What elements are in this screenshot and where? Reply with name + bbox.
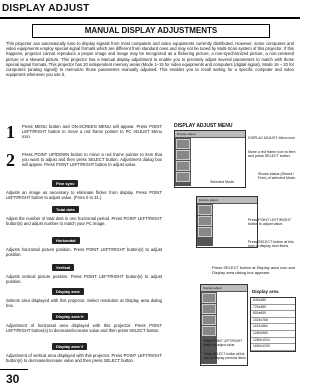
adjust-icon[interactable] [176, 172, 190, 182]
desc-vertical: Adjusts vertical picture position. Press POINT LEFT/RIGHT button(s) to adjust position. [6, 274, 162, 285]
icon-column [175, 138, 191, 186]
desc-total-dots: Adjust the number of total dots in one horizontal period. Press POINT LEFT/RIGHT button(s) and adjust number to match your PC image. [6, 216, 162, 227]
move-note: Move a red frame icon to item and press SELECT button. [248, 150, 296, 159]
page-title: MANUAL DISPLAY ADJUSTMENTS [32, 24, 270, 38]
adjust-icon[interactable] [198, 216, 212, 226]
step-1-number: 1 [6, 122, 15, 142]
menu-bar: Display adjust [197, 197, 257, 204]
display-area-box-label: Display area [252, 289, 279, 294]
step-2-number: 2 [6, 150, 15, 170]
adjust-icon[interactable] [202, 315, 216, 325]
diagram-title: DISPLAY ADJUST MENU [174, 123, 233, 129]
desc-fine-sync: Adjusts an image as necessary to eliminate flicker from display. Press POINT LEFT/RIGHT button to adjust value. (From 0 to 31.) [6, 190, 162, 201]
adjust-icon[interactable] [202, 304, 216, 314]
status-note: Shows status (Stored / Free) of selected Mode. [258, 172, 296, 181]
list-item[interactable]: 1600x1200 [251, 344, 295, 351]
adjust-icon[interactable] [198, 205, 212, 215]
list-item[interactable]: 1280x1024 [251, 338, 295, 345]
menu-icon-note: DISPLAY ADJUST Menu icon [248, 136, 296, 140]
desc-display-area: Selects area displayed with this projector. Select resolution at Display area dialog box. [6, 298, 162, 309]
list-item[interactable]: 640x480 [251, 298, 295, 305]
label-display-area-v: Display area V [52, 343, 87, 350]
step-1-text: Press MENU button and ON-SCREEN MENU will appear. Press POINT LEFT/RIGHT button to move a red frame pointer to PC ADJUST Menu icon. [22, 124, 162, 140]
adjust-icon[interactable] [198, 227, 212, 237]
adjust-note: Press POINT LEFT/RIGHT button to adjust value. [248, 218, 291, 227]
list-item[interactable]: 1024x768 [251, 318, 295, 325]
label-vertical: Vertical [52, 264, 74, 271]
list-item[interactable]: 1152x864 [251, 324, 295, 331]
list-item[interactable]: 800x600 [251, 311, 295, 318]
page-number: 30 [6, 372, 20, 386]
adjust-icon[interactable] [176, 139, 190, 149]
desc-horizontal: Adjusts horizontal picture position. Press POINT LEFT/RIGHT button(s) to adjust position. [6, 247, 162, 258]
menu-bar: Display adjust [201, 285, 247, 292]
section-header: DISPLAY ADJUST [2, 3, 90, 14]
selected-mode-label: Selected Mode [210, 180, 234, 184]
adjust-icon[interactable] [202, 293, 216, 303]
menu-bar: Display adjust [175, 131, 245, 138]
label-fine-sync: Fine sync [52, 180, 78, 187]
prev-note: Press SELECT button at this icon to display previous items. [204, 352, 247, 360]
label-total-dots: Total dots [52, 206, 79, 213]
header-rule [0, 17, 300, 19]
intro-paragraph: This projector can automatically tune to display signals from most computers and video equipments currently distributed. However, some computers and video equipments employ special signal formats which are different from standard ones and may not be tuned by Multi-Scan system of this projector. If this happens, projector cannot reproduce a proper image and image may be recognized as a flickering picture, a non-synchronized picture, a non-centered picture or a skewed picture. This projector has a Manual display adjustment to enable you to precisely adjust several parameters to match with those special signal formats. This projector has 20 independent memory areas (Mode 1–15 for video equipments and computers (digital signal), Mode 16 – 20 for computers (analog signal)) to memorize those parameters manually adjusted. This enables you to recall setting for a specific computer and video equipment whenever you use it. [6, 41, 294, 78]
desc-display-area-v: Adjustment of vertical area displayed with this projector. Press POINT LEFT/RIGHT button(s) to decrease/increase value and then press SELECT button. [6, 353, 162, 364]
step-2-text: Press POINT UP/DOWN button to move a red frame pointer to item that you want to adjust and then press SELECT button. Adjustment dialog box will appear. Press POINT LEFT/RIGHT button to adjust value. [22, 152, 162, 168]
label-display-area: Display area [52, 288, 84, 295]
desc-display-area-h: Adjustment of horizontal area displayed with this projector. Press POINT LEFT/RIGHT button(s) to decrease/increase value and then press SELECT button. [6, 323, 162, 334]
display-area-note: Press SELECT button at Display area icon and Display area dialog box appears. [212, 265, 296, 275]
list-item[interactable]: 720x480 [251, 305, 295, 312]
page-number-rule [0, 369, 28, 370]
label-horizontal: Horizontal [52, 237, 80, 244]
display-area-list [250, 297, 296, 352]
list-item[interactable]: 1280x960 [251, 331, 295, 338]
adjust-icon[interactable] [176, 150, 190, 160]
adjust-note-2: Press POINT LEFT/RIGHT button to adjust value. [204, 339, 243, 347]
adjust-icon[interactable] [176, 161, 190, 171]
label-display-area-h: Display area H [52, 313, 88, 320]
adjust-icon[interactable] [202, 326, 216, 336]
select-note: Press SELECT button at this icon to display next items. [248, 240, 294, 249]
icon-column [197, 204, 213, 246]
